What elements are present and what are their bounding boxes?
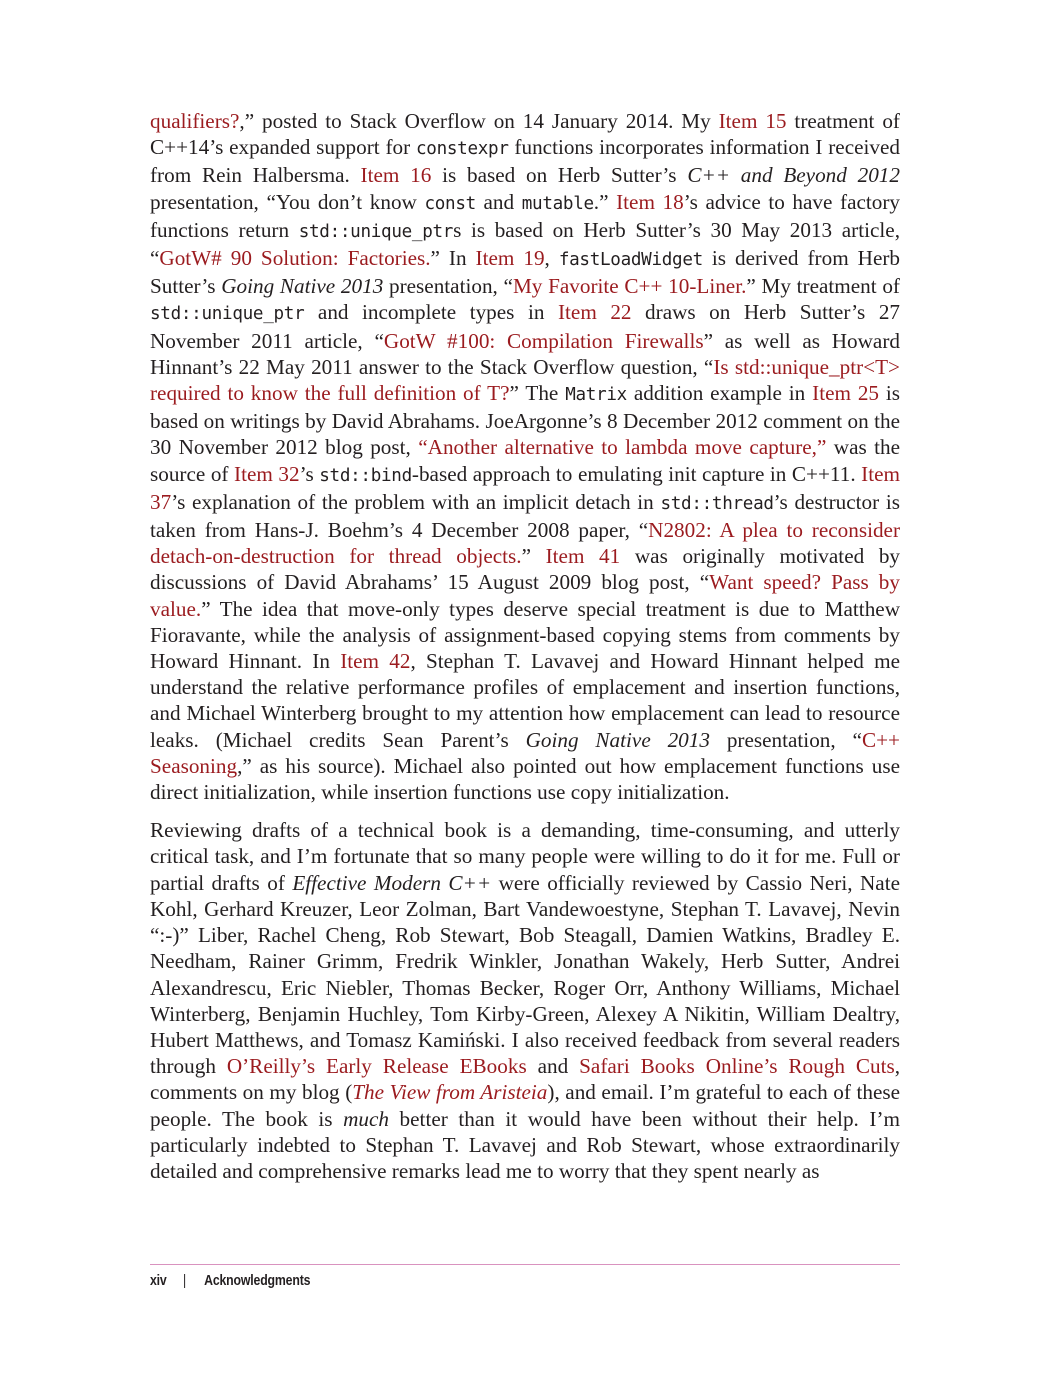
- paragraph: [150, 817, 900, 1184]
- inline-link[interactable]: C++ Seasoning: [150, 727, 900, 778]
- body-text: .”: [593, 189, 617, 214]
- body-text: and incomplete types in: [304, 300, 558, 325]
- inline-link[interactable]: GotW #100: Compilation Firewalls: [383, 328, 704, 353]
- page-body: [150, 108, 900, 1196]
- inline-code: Matrix: [565, 385, 627, 406]
- body-text: Reviewing drafts of a technical book is a demanding, time-consuming, and utterly critical task, and I’m fortunate that so many people were willing to do it for me. Full or partial drafts of: [150, 818, 900, 895]
- body-text: ” The: [509, 381, 566, 406]
- inline-code: std::unique_ptr: [298, 221, 454, 242]
- body-text: ’s explanation of the problem with an implicit detach in: [171, 489, 661, 514]
- italic-text: much: [343, 1106, 389, 1131]
- paragraph: [150, 108, 900, 805]
- body-text: and: [475, 189, 522, 214]
- italic-text: Going Native 2013: [525, 727, 710, 752]
- inline-code: constexpr: [415, 139, 509, 160]
- inline-code: mutable: [521, 193, 594, 214]
- body-text: ’s destructor is taken from Hans-J. Boehm’s 4 December 2008 paper, “: [150, 489, 900, 543]
- body-text: ” as well as Howard Hinnant’s 22 May 2011 answer to the Stack Overflow question, “: [150, 328, 900, 379]
- inline-link[interactable]: N2802: A plea to reconsider detach-on-destruction for thread objects.: [150, 518, 901, 569]
- inline-code: std::bind: [319, 465, 412, 486]
- body-text: , Stephan T. Lavavej and Howard Hinnant helped me understand the relative performance profiles of emplacement and insertion functions, and Michael Winterberg brought to my attention how emplacement can lead to resource leaks. (Michael credits Sean Parent’s: [150, 649, 900, 752]
- inline-link[interactable]: Item 22: [557, 300, 632, 325]
- inline-link[interactable]: Item 15: [718, 109, 787, 133]
- inline-link[interactable]: The View from Aristeia: [352, 1080, 548, 1105]
- body-text: treatment of C++14’s expanded support for: [150, 109, 900, 160]
- page-number: xiv: [150, 1272, 167, 1289]
- body-text: is based on writings by David Abrahams. JoeArgonne’s 8 December 2012 comment on the 30 November 2012 blog post,: [150, 381, 901, 460]
- inline-link[interactable]: Item 18: [616, 189, 684, 214]
- inline-code: const: [424, 193, 476, 214]
- body-text: ” In: [430, 246, 476, 271]
- body-text: is derived from Herb Sutter’s: [150, 246, 901, 299]
- body-text: ”: [521, 544, 546, 569]
- inline-code: std::unique_ptr: [150, 304, 305, 325]
- body-text: ” The idea that move-only types deserve special treatment is due to Matthew Fioravante, while the analysis of assignment-based copying stems from comments by Howard Hinnant. In: [150, 596, 900, 674]
- inline-code: std::thread: [660, 493, 774, 514]
- inline-link[interactable]: Item 42: [340, 649, 411, 674]
- inline-link[interactable]: Item 41: [545, 544, 621, 569]
- inline-link[interactable]: qualifiers?: [150, 109, 240, 133]
- body-text: draws on Herb Sutter’s 27 November 2011 article, “: [150, 300, 901, 353]
- body-text: addition example in: [626, 381, 813, 406]
- body-text: ’s: [299, 461, 320, 486]
- body-text: functions incorporates information I received from Rein Halbersma.: [150, 135, 901, 188]
- body-text: is based on Herb Sutter’s: [431, 163, 688, 188]
- body-text: s is based on Herb Sutter’s 30 May 2013 article, “: [150, 217, 900, 271]
- inline-link[interactable]: “Another alternative to lambda move capture,”: [418, 435, 827, 460]
- body-text: , comments on my blog (: [150, 1054, 900, 1105]
- italic-text: Effective Modern C++: [292, 870, 492, 895]
- inline-link[interactable]: Is std::unique_ptr<T> required to know the full definition of T?: [150, 354, 900, 406]
- inline-link[interactable]: Item 19: [475, 246, 545, 271]
- body-text: ,” as his source). Michael also pointed out how emplacement functions use direct initialization, while insertion functions use copy initialization.: [150, 753, 900, 805]
- body-text: ’s advice to have factory functions return: [150, 189, 901, 242]
- inline-link[interactable]: Item 37: [150, 461, 900, 514]
- body-text: ), and email. I’m grateful to each of these people. The book is: [150, 1080, 900, 1131]
- italic-text: C++ and Beyond 2012: [687, 163, 900, 188]
- inline-link[interactable]: Want speed? Pass by value.: [150, 570, 900, 621]
- inline-link[interactable]: O’Reilly’s Early Release EBooks: [226, 1054, 527, 1079]
- body-text: presentation, “You don’t know: [150, 189, 425, 214]
- body-text: was the source of: [150, 435, 901, 486]
- page-footer: [150, 1272, 310, 1289]
- inline-link[interactable]: Item 25: [812, 381, 880, 406]
- body-text: ” My treatment of: [746, 274, 900, 299]
- italic-text: Going Native 2013: [221, 274, 384, 299]
- body-text: better than it would have been without their help. I’m particularly indebted to Stephan T. Lavavej and Rob Stewart, whose extraordinarily detailed and comprehensive remarks lead me to worry that they spent nearly as: [150, 1106, 900, 1183]
- body-text: was originally motivated by discussions of David Abrahams’ 15 August 2009 blog post, “: [150, 544, 901, 595]
- inline-code: fastLoadWidget: [558, 250, 703, 271]
- body-text: -based approach to emulating init capture in C++11.: [411, 461, 862, 486]
- inline-link[interactable]: GotW# 90 Solution: Factories.: [159, 246, 431, 271]
- inline-link[interactable]: Item 16: [360, 163, 432, 188]
- inline-link[interactable]: Safari Books Online’s Rough Cuts: [579, 1054, 895, 1079]
- body-text: ,” posted to Stack Overflow on 14 January 2014. My: [239, 109, 719, 133]
- body-text: ,: [544, 246, 559, 271]
- footer-divider: [150, 1264, 900, 1265]
- inline-link[interactable]: My Favorite C++ 10-Liner.: [512, 274, 747, 299]
- body-text: were officially reviewed by Cassio Neri, Nate Kohl, Gerhard Kreuzer, Leor Zolman, Bart Vandewoestyne, Stephan T. Lavavej, Nevin “:-)” Liber, Rachel Cheng, Rob Stewart, Bob Steagall, Damien Watkins, Bradley E. Needham, Rainer Grimm, Fredrik Winkler, Jonathan Wakely, Herb Sutter, Andrei Alexandrescu, Eric Niebler, Thomas Becker, Roger Orr, Anthony Williams, Michael Winterberg, Benjamin Huchley, Tom Kirby-Green, Alexey A Nikitin, William Dealtry, Hubert Matthews, and Tomasz Kamiński. I also received feedback from several readers through: [150, 870, 900, 1079]
- inline-link[interactable]: Item 32: [234, 461, 300, 486]
- footer-separator: |: [183, 1272, 187, 1289]
- body-text: presentation, “: [709, 727, 862, 752]
- body-text: and: [526, 1054, 580, 1079]
- section-title: Acknowledgments: [204, 1272, 311, 1289]
- body-text: presentation, “: [383, 274, 513, 299]
